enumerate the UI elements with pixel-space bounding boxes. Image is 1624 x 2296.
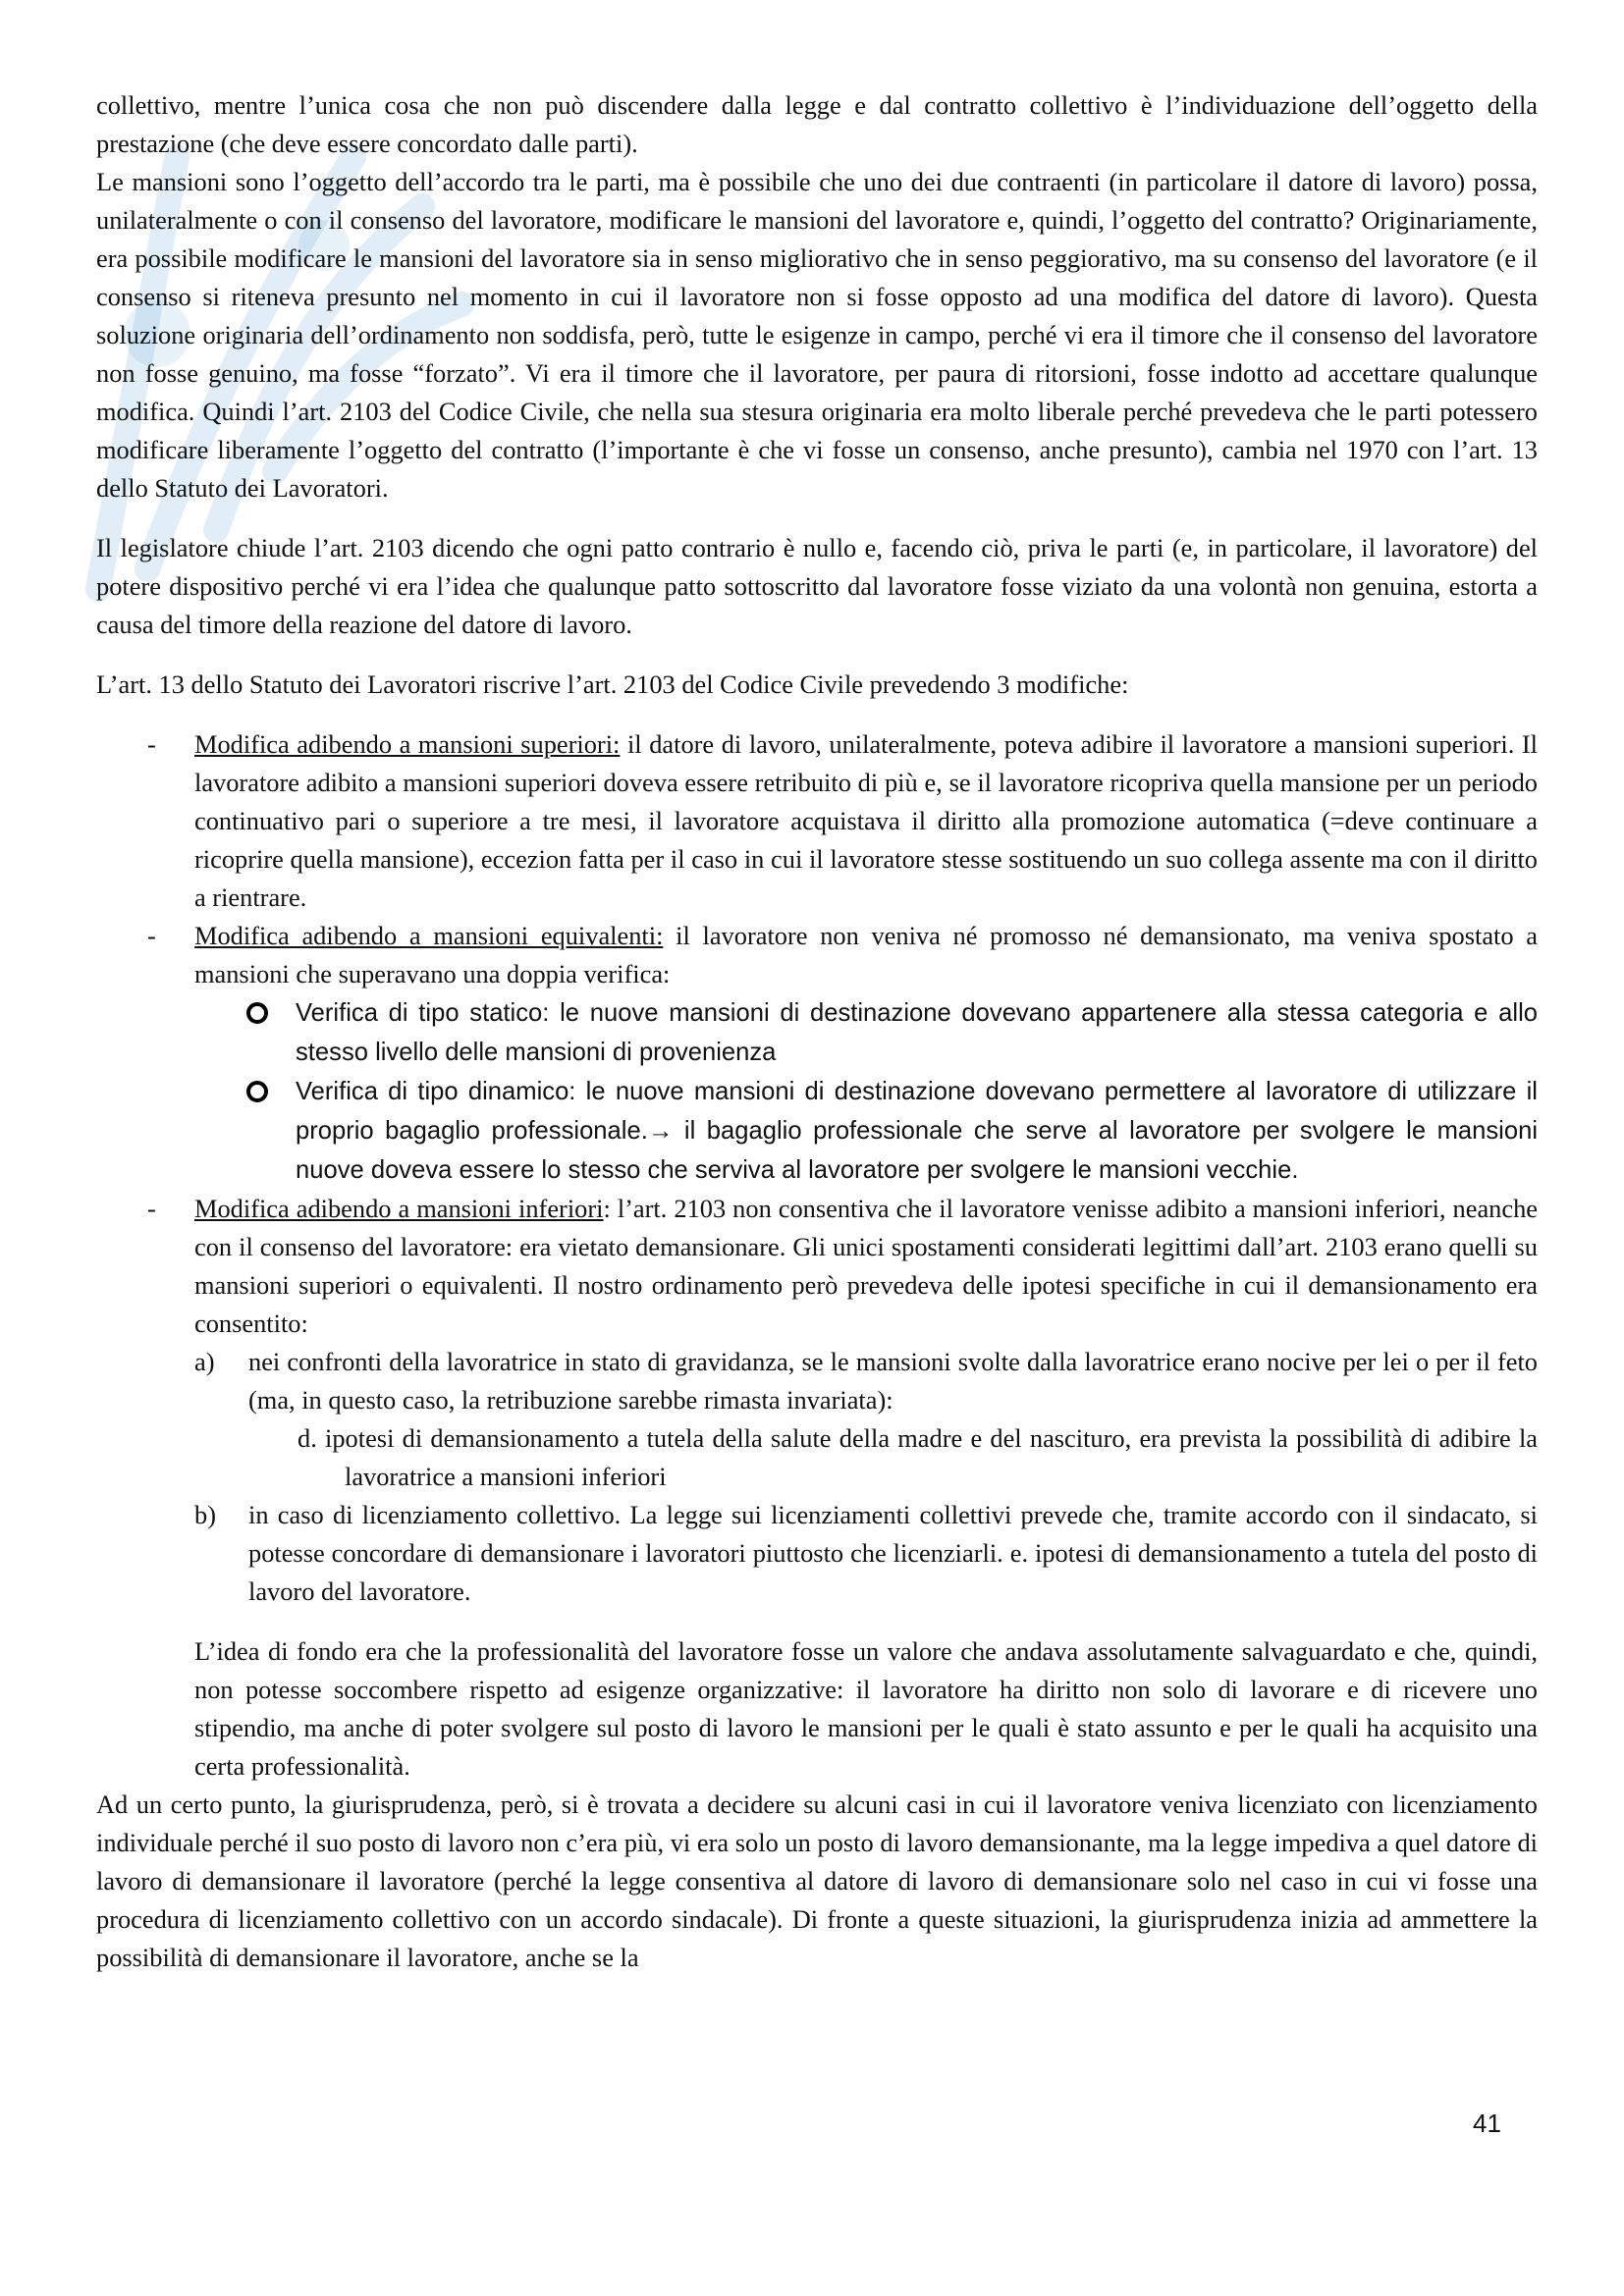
item-text: : l’art. 2103 non consentiva che il lavoratore venisse adibito a mansioni inferiori, neanche con il consenso del lavoratore: era vietato demansionare. Gli unici spostamenti considerati legittimi dall’art. 2103 erano quelli su mansioni superiori o equivalenti. Il nostro ordinamento però prevedeva delle ipotesi specifiche in cui il demansionamento era consentito:	[194, 1194, 1538, 1338]
item-title: Modifica adibendo a mansioni equivalenti:	[194, 921, 664, 950]
paragraph: L’idea di fondo era che la professionalità del lavoratore fosse un valore che andava assolutamente salvaguardato e che, quindi, non potesse soccombere rispetto ad esigenze organizzative: il lavoratore ha diritto non solo di lavorare e di ricevere uno stipendio, ma anche di poter svolgere sul posto di lavoro le mansioni per le quali è stato assunto e per le quali ha acquisito una certa professionalità.	[194, 1636, 1538, 1781]
item-title: Modifica adibendo a mansioni inferiori	[194, 1194, 604, 1223]
list-marker: a)	[194, 1347, 215, 1376]
dash-marker: -	[147, 1194, 156, 1223]
document-body	[96, 86, 1538, 1977]
list-item	[96, 1496, 1538, 1611]
page-number: 41	[1473, 2109, 1501, 2138]
paragraph: Le mansioni sono l’oggetto dell’accordo tra le parti, ma è possibile che uno dei due contraenti (in particolare il datore di lavoro) possa, unilateralmente o con il consenso del lavoratore, modificare le mansioni del lavoratore e, quindi, l’oggetto del contratto? Originariamente, era possibile modificare le mansioni del lavoratore sia in senso migliorativo che in senso peggiorativo, ma su consenso del lavoratore (e il consenso si riteneva presunto nel momento in cui il lavoratore non si fosse opposto ad una modifica del datore di lavoro). Questa soluzione originaria dell’ordinamento non soddisfa, però, tutte le esigenze in campo, perché vi era il timore che il consenso del lavoratore non fosse genuino, ma fosse “forzato”. Vi era il timore che il lavoratore, per paura di ritorsioni, fosse indotto ad accettare qualunque modifica. Quindi l’art. 2103 del Codice Civile, che nella sua stesura originaria era molto liberale perché prevedeva che le parti potessero modificare liberamente l’oggetto del contratto (l’importante è che vi fosse un consenso, anche presunto), cambia nel 1970 con l’art. 13 dello Statuto dei Lavoratori.	[96, 167, 1538, 503]
list-item	[96, 917, 1538, 993]
list-item	[96, 1072, 1538, 1190]
item-text: il lavoratore non veniva né promosso né demansionato, ma veniva spostato a mansioni che superavano una doppia verifica:	[194, 921, 1539, 988]
item-title: Modifica adibendo a mansioni superiori:	[194, 729, 621, 759]
dash-marker: -	[147, 921, 156, 950]
paragraph: collettivo, mentre l’unica cosa che non può discendere dalla legge e dal contratto collettivo è l’individuazione dell’oggetto della prestazione (che deve essere concordato dalle parti).	[96, 90, 1538, 158]
list-item: d. ipotesi di demansionamento a tutela della salute della madre e del nascituro, era prevista la possibilità di adibire la lavoratrice a mansioni inferiori	[298, 1423, 1538, 1491]
list-item	[96, 1343, 1538, 1419]
arrow-right-icon: →	[647, 1117, 674, 1145]
item-text: Verifica di tipo statico: le nuove mansioni di destinazione dovevano appartenere alla stessa categoria e allo stesso livello delle mansioni di provenienza	[296, 999, 1538, 1066]
circle-bullet-icon	[246, 1002, 268, 1024]
item-text: il bagaglio professionale che serve al lavoratore per svolgere le mansioni nuove doveva essere lo stesso che serviva al lavoratore per svolgere le mansioni vecchie.	[296, 1117, 1539, 1184]
item-text: in caso di licenziamento collettivo. La legge sui licenziamenti collettivi prevede che, tramite accordo con il sindacato, si potesse concordare di demansionare i lavoratori piuttosto che licenziarli. e. ipotesi di demansionamento a tutela del posto di lavoro del lavoratore.	[248, 1500, 1538, 1606]
paragraph: Ad un certo punto, la giurisprudenza, però, si è trovata a decidere su alcuni casi in cui il lavoratore veniva licenziato con licenziamento individuale perché il suo posto di lavoro non c’era più, vi era solo un posto di lavoro demansionante, ma la legge impediva a quel datore di lavoro di demansionare il lavoratore (perché la legge consentiva al datore di lavoro di demansionare solo nel caso in cui vi fosse una procedura di licenziamento collettivo con un accordo sindacale). Di fronte a queste situazioni, la giurisprudenza inizia ad ammettere la possibilità di demansionare il lavoratore, anche se la	[96, 1789, 1538, 1972]
list-item	[96, 725, 1538, 917]
circle-bullet-icon	[246, 1081, 268, 1102]
item-text: Verifica di tipo dinamico: le nuove mansioni di destinazione dovevano permettere al lavoratore di utilizzare il proprio bagaglio professionale.	[296, 1078, 1538, 1145]
list-item	[96, 1190, 1538, 1343]
dash-marker: -	[147, 729, 156, 759]
item-text: nei confronti della lavoratrice in stato di gravidanza, se le mansioni svolte dalla lavoratrice erano nocive per lei o per il feto (ma, in questo caso, la retribuzione sarebbe rimasta invariata):	[248, 1347, 1538, 1415]
paragraph: L’art. 13 dello Statuto dei Lavoratori riscrive l’art. 2103 del Codice Civile prevedendo 3 modifiche:	[96, 669, 1129, 699]
paragraph: Il legislatore chiude l’art. 2103 dicendo che ogni patto contrario è nullo e, facendo ciò, priva le parti (e, in particolare, il lavoratore) del potere dispositivo perché vi era l’idea che qualunque patto sottoscritto dal lavoratore fosse viziato da una volontà non genuina, estorta a causa del timore della reazione del datore di lavoro.	[96, 533, 1538, 639]
item-text: il datore di lavoro, unilateralmente, poteva adibire il lavoratore a mansioni superiori. Il lavoratore adibito a mansioni superiori doveva essere retribuito di più e, se il lavoratore ricopriva quella mansione per un periodo continuativo pari o superiore a tre mesi, il lavoratore acquistava il diritto alla promozione automatica (=deve continuare a ricoprire quella mansione), eccezion fatta per il caso in cui il lavoratore stesse sostituendo un suo collega assente ma con il diritto a rientrare.	[194, 729, 1538, 912]
list-marker: b)	[194, 1500, 216, 1529]
list-item	[96, 993, 1538, 1072]
